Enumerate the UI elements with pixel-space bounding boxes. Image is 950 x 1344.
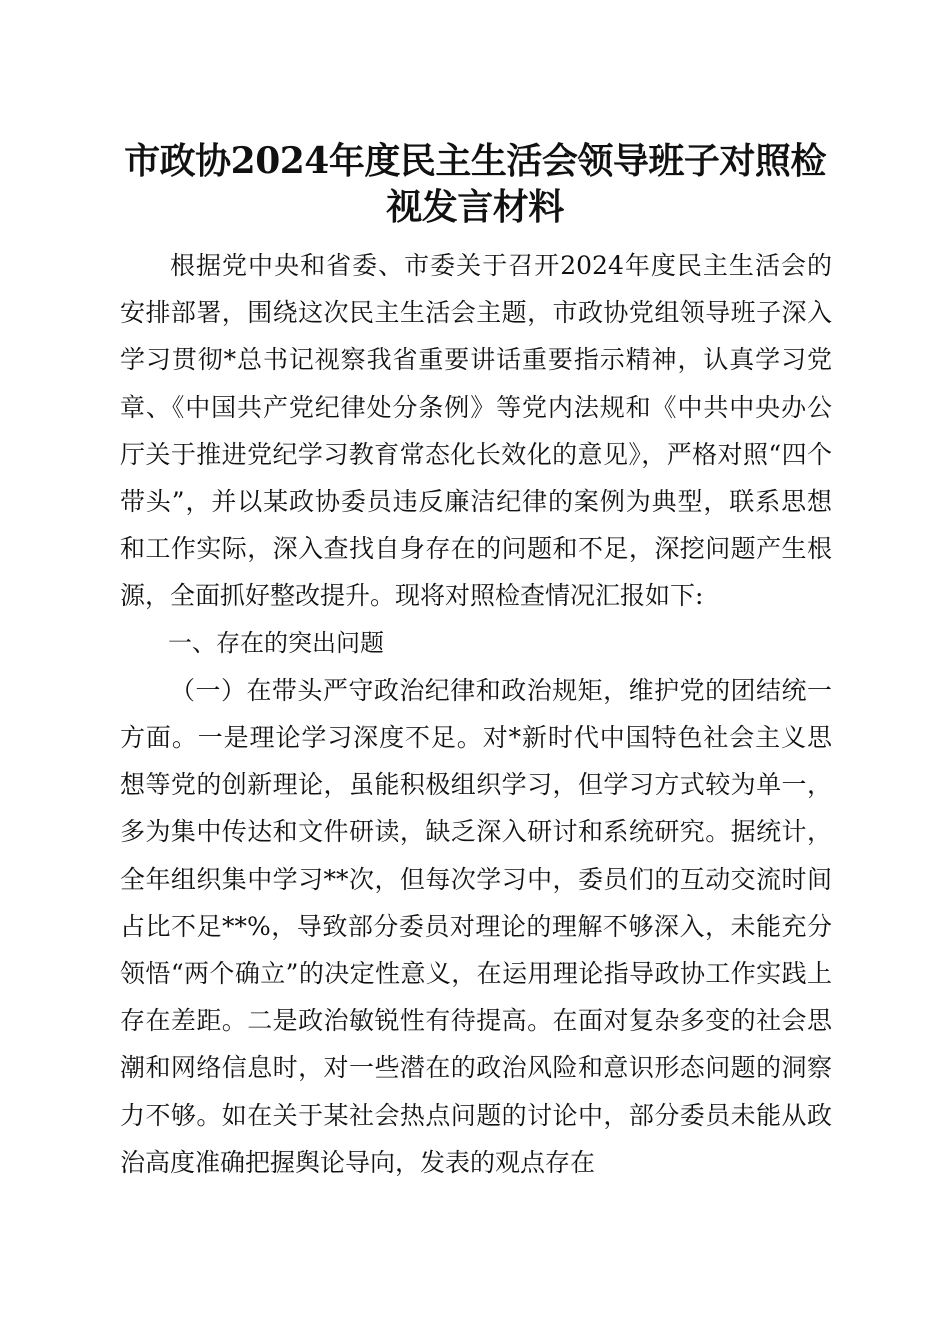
intro-paragraph: 根据党中央和省委、市委关于召开2024年度民主生活会的安排部署，围绕这次民主生活会主题，市政协党组领导班子深入学习贯彻*总书记视察我省重要讲话重要指示精神，认真学习党章、《中国共产党纪律处分条例》等党内法规和《中共中央办公厅关于推进党纪学习教育常态化长效化的意见》，严格对照“四个带头”，并以某政协委员违反廉洁纪律的案例为典型，联系思想和工作实际，深入查找自身存在的问题和不足，深挖问题产生根源，全面抓好整改提升。现将对照检查情况汇报如下:: [120, 251, 832, 611]
subsection-paragraph: （一）在带头严守政治纪律和政治规矩，维护党的团结统一方面。一是理论学习深度不足。对*新时代中国特色社会主义思想等党的创新理论，虽能积极组织学习，但学习方式较为单一，多为集中传达和文件研读，缺乏深入研讨和系统研究。据统计，全年组织集中学习**次，但每次学习中，委员们的互动交流时间占比不足**%，导致部分委员对理论的理解不够深入，未能充分领悟“两个确立”的决定性意义，在运用理论指导政协工作实践上存在差距。二是政治敏锐性有待提高。在面对复杂多变的社会思潮和网络信息时，对一些潜在的政治风险和意识形态问题的洞察力不够。如在关于某社会热点问题的讨论中，部分委员未能从政治高度准确把握舆论导向，发表的观点存在: [120, 675, 832, 1177]
document-title-line-2: 视发言材料: [386, 186, 564, 228]
document-title-line-1: 市政协2024年度民主生活会领导班子对照检: [124, 140, 826, 182]
document-body: [120, 242, 832, 1186]
section-heading: 一、存在的突出问题: [168, 628, 384, 657]
